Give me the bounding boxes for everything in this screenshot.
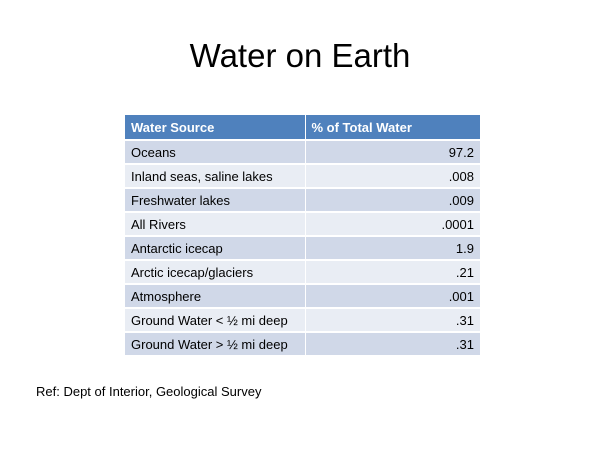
cell-percent: .21 [305, 260, 480, 284]
header-percent-total-water: % of Total Water [305, 115, 480, 140]
cell-water-source: Inland seas, saline lakes [125, 164, 305, 188]
table-header-row [125, 115, 480, 140]
cell-water-source: Freshwater lakes [125, 188, 305, 212]
table-row [125, 188, 480, 212]
cell-percent: .008 [305, 164, 480, 188]
slide-title: Water on Earth [189, 37, 411, 74]
cell-percent: .001 [305, 284, 480, 308]
cell-percent: .31 [305, 308, 480, 332]
cell-water-source: Ground Water > ½ mi deep [125, 332, 305, 356]
cell-water-source: Arctic icecap/glaciers [125, 260, 305, 284]
table-row [125, 236, 480, 260]
table-row [125, 212, 480, 236]
cell-water-source: Oceans [125, 140, 305, 164]
reference-note: Ref: Dept of Interior, Geological Survey [36, 384, 262, 399]
water-table [125, 115, 480, 357]
cell-water-source: Ground Water < ½ mi deep [125, 308, 305, 332]
cell-water-source: Atmosphere [125, 284, 305, 308]
cell-water-source: All Rivers [125, 212, 305, 236]
table-row [125, 260, 480, 284]
header-water-source: Water Source [125, 115, 305, 140]
cell-percent: .31 [305, 332, 480, 356]
cell-water-source: Antarctic icecap [125, 236, 305, 260]
table-row [125, 332, 480, 356]
table-row [125, 308, 480, 332]
cell-percent: .0001 [305, 212, 480, 236]
cell-percent: 97.2 [305, 140, 480, 164]
cell-percent: .009 [305, 188, 480, 212]
table-row [125, 164, 480, 188]
table-row [125, 140, 480, 164]
table-row [125, 284, 480, 308]
cell-percent: 1.9 [305, 236, 480, 260]
water-table-container [125, 115, 480, 357]
